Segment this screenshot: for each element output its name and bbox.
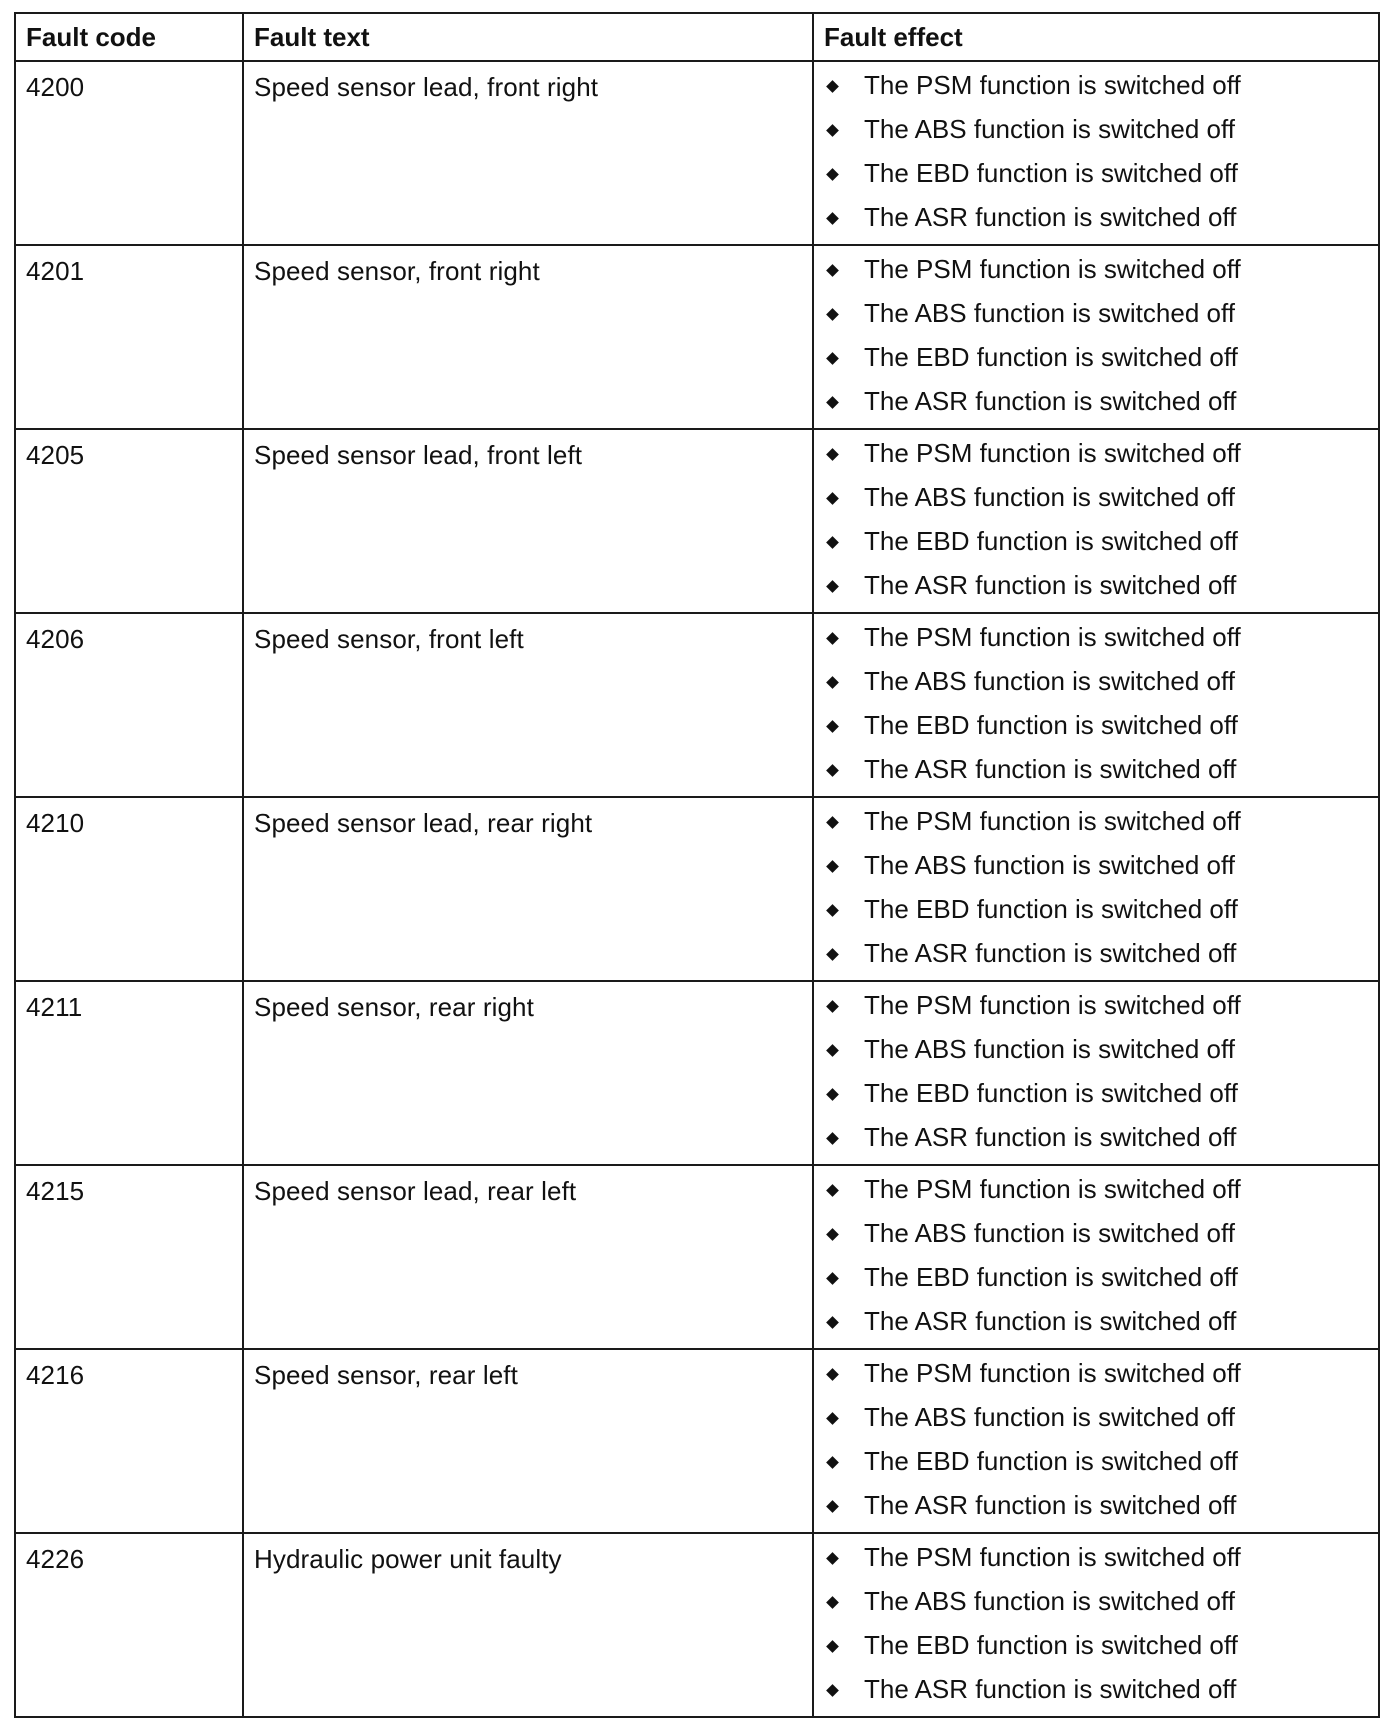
fault-effect-cell (813, 1533, 1379, 1717)
diamond-bullet-icon (826, 580, 839, 593)
fault-effect-text: The PSM function is switched off (864, 806, 1241, 836)
list-item (814, 200, 1378, 244)
fault-effect-list (814, 430, 1378, 612)
fault-code-cell: 4206 (15, 613, 243, 797)
list-item (814, 752, 1378, 796)
fault-text-cell: Speed sensor, front left (243, 613, 813, 797)
list-item (814, 68, 1378, 112)
diamond-bullet-icon (826, 860, 839, 873)
fault-effect-list (814, 1534, 1378, 1716)
table-row (15, 1165, 1379, 1349)
fault-code-cell: 4226 (15, 1533, 243, 1717)
list-item (814, 384, 1378, 428)
list-item (814, 296, 1378, 340)
header-fault-code: Fault code (15, 13, 243, 61)
diamond-bullet-icon (826, 904, 839, 917)
fault-effect-cell (813, 1349, 1379, 1533)
fault-effect-text: The ABS function is switched off (864, 482, 1235, 512)
fault-text-cell: Speed sensor lead, front left (243, 429, 813, 613)
fault-text-cell: Speed sensor lead, front right (243, 61, 813, 245)
fault-effect-cell (813, 245, 1379, 429)
list-item (814, 1120, 1378, 1164)
diamond-bullet-icon (826, 1316, 839, 1329)
table-row (15, 1533, 1379, 1717)
fault-code-cell: 4215 (15, 1165, 243, 1349)
diamond-bullet-icon (826, 352, 839, 365)
fault-effect-text: The ABS function is switched off (864, 114, 1235, 144)
fault-effect-text: The ASR function is switched off (864, 1306, 1237, 1336)
fault-code-cell: 4210 (15, 797, 243, 981)
list-item (814, 340, 1378, 384)
list-item (814, 1216, 1378, 1260)
diamond-bullet-icon (826, 80, 839, 93)
list-item (814, 1488, 1378, 1532)
list-item (814, 1400, 1378, 1444)
fault-effect-text: The ABS function is switched off (864, 850, 1235, 880)
fault-text-cell: Speed sensor, rear right (243, 981, 813, 1165)
list-item (814, 848, 1378, 892)
fault-code-cell: 4216 (15, 1349, 243, 1533)
list-item (814, 1260, 1378, 1304)
fault-effect-text: The EBD function is switched off (864, 1630, 1238, 1660)
fault-effect-text: The PSM function is switched off (864, 70, 1241, 100)
table-row (15, 797, 1379, 981)
fault-effect-cell (813, 61, 1379, 245)
fault-effect-text: The PSM function is switched off (864, 1542, 1241, 1572)
diamond-bullet-icon (826, 764, 839, 777)
fault-text-cell: Speed sensor, front right (243, 245, 813, 429)
diamond-bullet-icon (826, 1000, 839, 1013)
fault-effect-list (814, 1166, 1378, 1348)
fault-effect-text: The ASR function is switched off (864, 938, 1237, 968)
list-item (814, 1076, 1378, 1120)
fault-effect-cell (813, 1165, 1379, 1349)
fault-effect-text: The EBD function is switched off (864, 894, 1238, 924)
diamond-bullet-icon (826, 396, 839, 409)
fault-effect-text: The ABS function is switched off (864, 298, 1235, 328)
fault-effect-text: The ASR function is switched off (864, 386, 1237, 416)
diamond-bullet-icon (826, 1456, 839, 1469)
fault-effect-text: The PSM function is switched off (864, 1174, 1241, 1204)
fault-effect-text: The ASR function is switched off (864, 570, 1237, 600)
diamond-bullet-icon (826, 720, 839, 733)
list-item (814, 1356, 1378, 1400)
fault-code-cell: 4200 (15, 61, 243, 245)
table-row (15, 61, 1379, 245)
diamond-bullet-icon (826, 492, 839, 505)
header-row (15, 13, 1379, 61)
diamond-bullet-icon (826, 448, 839, 461)
table-row (15, 1349, 1379, 1533)
fault-code-cell: 4211 (15, 981, 243, 1165)
diamond-bullet-icon (826, 536, 839, 549)
diamond-bullet-icon (826, 676, 839, 689)
fault-effect-cell (813, 613, 1379, 797)
fault-rows (15, 61, 1379, 1717)
fault-effect-cell (813, 429, 1379, 613)
fault-effect-text: The PSM function is switched off (864, 438, 1241, 468)
diamond-bullet-icon (826, 1552, 839, 1565)
fault-effect-text: The EBD function is switched off (864, 526, 1238, 556)
fault-code-cell: 4201 (15, 245, 243, 429)
fault-effect-text: The EBD function is switched off (864, 710, 1238, 740)
fault-effect-text: The PSM function is switched off (864, 1358, 1241, 1388)
fault-effect-text: The EBD function is switched off (864, 1078, 1238, 1108)
diamond-bullet-icon (826, 1272, 839, 1285)
fault-effect-text: The EBD function is switched off (864, 342, 1238, 372)
list-item (814, 664, 1378, 708)
list-item (814, 112, 1378, 156)
list-item (814, 1444, 1378, 1488)
diamond-bullet-icon (826, 1132, 839, 1145)
fault-effect-cell (813, 797, 1379, 981)
list-item (814, 436, 1378, 480)
fault-effect-text: The ABS function is switched off (864, 1586, 1235, 1616)
fault-effect-cell (813, 981, 1379, 1165)
list-item (814, 252, 1378, 296)
fault-text-cell: Speed sensor, rear left (243, 1349, 813, 1533)
list-item (814, 1172, 1378, 1216)
fault-text-cell: Hydraulic power unit faulty (243, 1533, 813, 1717)
list-item (814, 524, 1378, 568)
fault-text-cell: Speed sensor lead, rear left (243, 1165, 813, 1349)
list-item (814, 1672, 1378, 1716)
diamond-bullet-icon (826, 1640, 839, 1653)
list-item (814, 1540, 1378, 1584)
diamond-bullet-icon (826, 124, 839, 137)
diamond-bullet-icon (826, 168, 839, 181)
list-item (814, 1032, 1378, 1076)
list-item (814, 1304, 1378, 1348)
diamond-bullet-icon (826, 948, 839, 961)
fault-effect-text: The PSM function is switched off (864, 254, 1241, 284)
fault-effect-text: The EBD function is switched off (864, 158, 1238, 188)
diamond-bullet-icon (826, 1368, 839, 1381)
diamond-bullet-icon (826, 1596, 839, 1609)
fault-effect-text: The ABS function is switched off (864, 1402, 1235, 1432)
diamond-bullet-icon (826, 1228, 839, 1241)
fault-effect-text: The ASR function is switched off (864, 1122, 1237, 1152)
fault-effect-list (814, 62, 1378, 244)
fault-effect-text: The PSM function is switched off (864, 990, 1241, 1020)
diamond-bullet-icon (826, 1184, 839, 1197)
fault-effect-text: The EBD function is switched off (864, 1446, 1238, 1476)
diamond-bullet-icon (826, 1500, 839, 1513)
diamond-bullet-icon (826, 308, 839, 321)
fault-effect-text: The ASR function is switched off (864, 1674, 1237, 1704)
header-fault-text: Fault text (243, 13, 813, 61)
list-item (814, 708, 1378, 752)
list-item (814, 988, 1378, 1032)
fault-effect-list (814, 246, 1378, 428)
list-item (814, 1584, 1378, 1628)
table-row (15, 613, 1379, 797)
list-item (814, 620, 1378, 664)
list-item (814, 156, 1378, 200)
fault-code-cell: 4205 (15, 429, 243, 613)
fault-text-cell: Speed sensor lead, rear right (243, 797, 813, 981)
diamond-bullet-icon (826, 1044, 839, 1057)
diamond-bullet-icon (826, 1684, 839, 1697)
table-row (15, 981, 1379, 1165)
list-item (814, 1628, 1378, 1672)
fault-effect-text: The ASR function is switched off (864, 754, 1237, 784)
table-row (15, 429, 1379, 613)
diamond-bullet-icon (826, 212, 839, 225)
fault-effect-text: The ABS function is switched off (864, 1218, 1235, 1248)
diamond-bullet-icon (826, 1088, 839, 1101)
fault-effect-text: The PSM function is switched off (864, 622, 1241, 652)
header-fault-effect: Fault effect (813, 13, 1379, 61)
fault-effect-list (814, 1350, 1378, 1532)
table-row (15, 245, 1379, 429)
list-item (814, 568, 1378, 612)
fault-effect-list (814, 614, 1378, 796)
fault-effect-text: The ASR function is switched off (864, 202, 1237, 232)
diamond-bullet-icon (826, 816, 839, 829)
list-item (814, 480, 1378, 524)
diamond-bullet-icon (826, 632, 839, 645)
diamond-bullet-icon (826, 1412, 839, 1425)
fault-effect-text: The ABS function is switched off (864, 666, 1235, 696)
fault-effect-list (814, 982, 1378, 1164)
fault-effect-text: The EBD function is switched off (864, 1262, 1238, 1292)
fault-effect-text: The ABS function is switched off (864, 1034, 1235, 1064)
list-item (814, 892, 1378, 936)
list-item (814, 936, 1378, 980)
fault-effect-list (814, 798, 1378, 980)
fault-effect-text: The ASR function is switched off (864, 1490, 1237, 1520)
fault-code-table (14, 12, 1380, 1718)
diamond-bullet-icon (826, 264, 839, 277)
list-item (814, 804, 1378, 848)
